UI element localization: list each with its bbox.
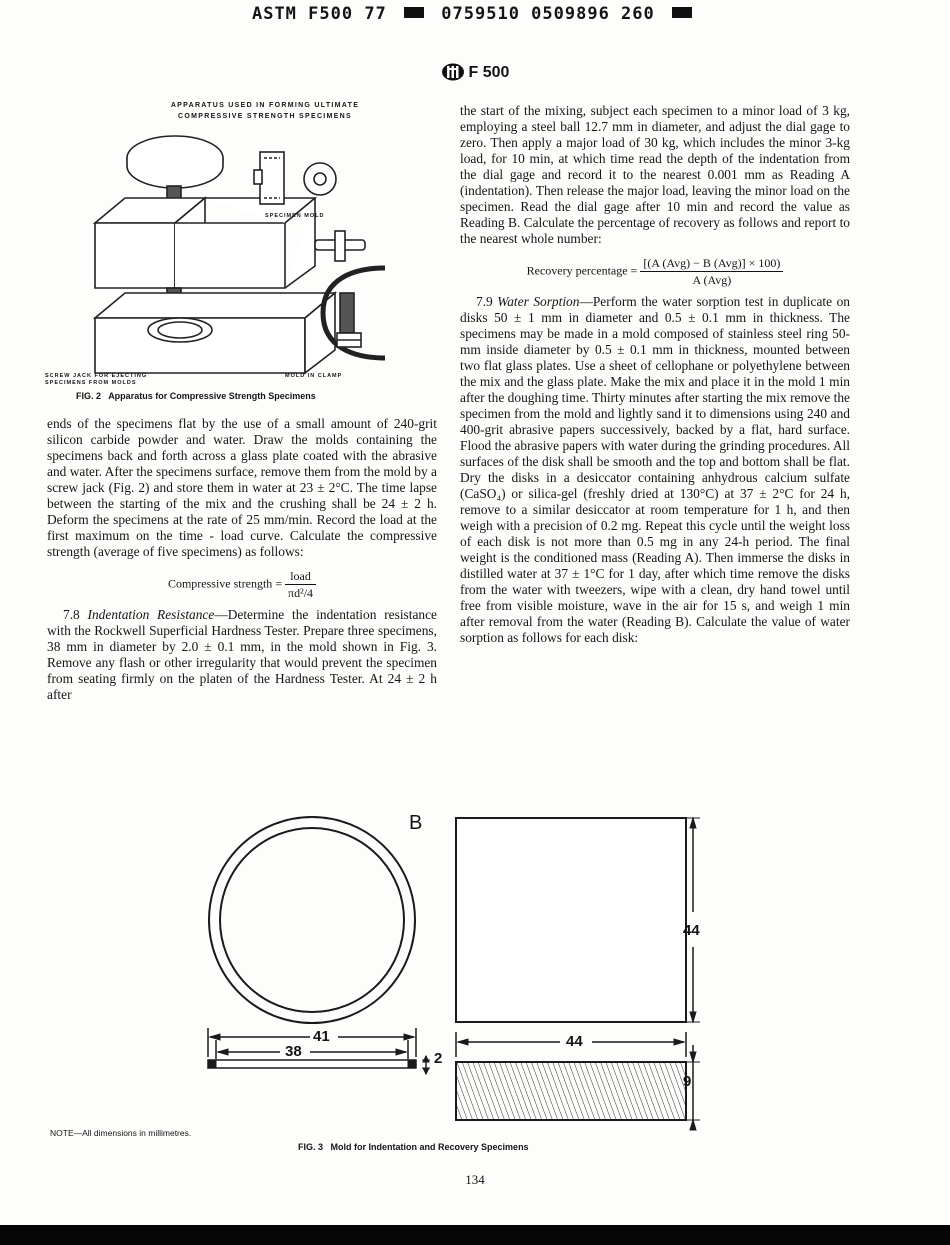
jack-disc-icon (127, 136, 223, 188)
right-paragraph-2 (460, 294, 850, 646)
section-7-8-title: Indentation Resistance (87, 607, 215, 622)
dimension-41: 41 (313, 1028, 330, 1045)
scan-bottom-edge (0, 1225, 950, 1245)
eq-recovery-label: Recovery percentage = (526, 263, 638, 278)
designation-text: F 500 (468, 64, 510, 81)
eq-compressive-denominator: πd²/4 (288, 586, 314, 600)
label-mold-clamp: MOLD IN CLAMP (285, 373, 343, 379)
right-paragraph-1: the start of the mixing, subject each specimen to a minor load of 3 kg, employing a steel ball 12.7 mm in diameter, and adjust the dial gage to zero. Then apply a major load of 30 kg, which includes the minor 3-kg load, for 10 min, at which time read the depth of the indentation from the dial gage and record it to the nearest 0.001 mm as Reading A (indentation). Then release the major load, leaving the minor load on the specimen. Read the dial gage after 10 min and record the value as Reading B. Calculate the percentage of recovery as follows and report to the nearest whole number: (460, 103, 850, 246)
section-7-9-title: Water Sorption (497, 294, 580, 309)
label-screw-jack-line2: SPECIMENS FROM MOLDS (45, 380, 137, 386)
eq-compressive-fraction (285, 568, 316, 601)
header-left: ASTM F500 77 (251, 4, 387, 24)
section-7-8-text: —Determine the indentation resistance with the Rockwell Superficial Hardness Tester. Prepare three specimens, 38 mm in diameter by 2.0 ± 0.1 mm, in the mold shown in Fig. 3. Remove any flash or other irregularity that would prevent the specimen from seating firmly on the platen of the Hardness Tester. At 24 ± 2 h after (47, 607, 437, 702)
eq-recovery-fraction (640, 255, 783, 288)
standard-designation (0, 63, 950, 82)
header-block-mark (672, 7, 692, 18)
fig3-caption-number: FIG. 3 (298, 1142, 324, 1152)
eq-recovery-denominator: A (Avg) (692, 273, 732, 287)
ring-inner-icon (220, 828, 404, 1012)
fig2-title-line1: APPARATUS USED IN FORMING ULTIMATE (170, 102, 360, 109)
header-code: 0759510 0509896 260 (441, 4, 655, 24)
fig3-note: NOTE—All dimensions in millimetres. (50, 1128, 192, 1138)
ring-outer-icon (209, 817, 415, 1023)
astm-logo-icon (441, 63, 465, 81)
page-number: 134 (465, 1172, 485, 1187)
label-screw-jack (45, 373, 147, 387)
section-7-9-text: —Perform the water sorption test in duplicate on disks 50 ± 1 mm in diameter and 0.5 ± 0.1 mm in thickness. The specimens may be made in a mold composed of stainless steel ring 50-mm inside diameter by 0.5 ± 0.1 mm in thickness, mounted between two flat glass plates. Use a sheet of cellophane or polyethylene between the mix and the glass plate. Make the mix and place it in the mold 1 min after the doughing time. Thirty minutes after starting the mix remove the specimen from the mold and lightly sand it to dimensions using 240 and 400-grit abrasive papers successively, backed by a flat, hard surface. Flood the abrasive papers with water during the grinding procedures. All surfaces of the disk shall be smooth and the top and bottom shall be flat. Dry the disks in a desiccator containing anhydrous calcium sulfate (CaSO₄) or silica-gel (freshly dried at 130°C) at 37 ± 2°C for 24 h, remove to a similar desiccator at room temperature for 1 h, and then weigh with a precision of 0.2 mg. Repeat this cycle until the weight loss of each disk is not more than 0.5 mg in any 24-h period. The final weight is the conditioned mass (Reading A). Then immerse the disks in distilled water at 37 ± 1°C for 1 day, after which time remove the disks from the water with tweezers, wipe with a clean, dry hand towel until free from visible moisture, wave in the air for 15 s, and weigh 1 min after removal from the water (Reading B). Calculate the value of water sorption as follows for each disk: (460, 294, 850, 645)
eq-compressive-numerator: load (285, 568, 316, 585)
label-screw-jack-line1: SCREW JACK FOR EJECTING (45, 373, 148, 379)
fig3-label-b: B (409, 812, 423, 834)
fig2-caption-text: Apparatus for Compressive Strength Specimens (108, 391, 316, 401)
dimension-38: 38 (285, 1043, 302, 1060)
fig2-apparatus-drawing (85, 128, 425, 398)
label-specimen-mold: SPECIMEN MOLD (265, 213, 325, 219)
right-text-column (460, 103, 850, 646)
fig3-caption (298, 1142, 529, 1152)
fig3-mold-drawing (190, 812, 720, 1132)
compressive-strength-equation (47, 568, 437, 601)
dimension-44-horizontal: 44 (566, 1033, 583, 1050)
section-7-9-number: 7.9 (476, 294, 498, 309)
fig2-caption (76, 391, 316, 401)
left-paragraph-2 (47, 607, 437, 703)
section-7-8-number: 7.8 (63, 607, 88, 622)
dimension-44-vertical: 44 (683, 922, 700, 939)
left-text-column (47, 416, 437, 703)
eq-recovery-numerator: [(A (Avg) − B (Avg)] × 100) (640, 255, 783, 272)
fig2-caption-number: FIG. 2 (76, 391, 102, 401)
running-header (0, 4, 950, 24)
header-block-mark (404, 7, 424, 18)
fig2-title (90, 100, 440, 122)
recovery-percentage-equation (460, 255, 850, 288)
plate-top-view-icon (456, 818, 686, 1022)
dimension-9: 9 (683, 1073, 692, 1090)
specimen-mold-icon (254, 152, 336, 204)
dimension-2: 2 (434, 1050, 443, 1067)
fig2-title-line2: COMPRESSIVE STRENGTH SPECIMENS (178, 113, 352, 120)
plate-section-icon (456, 1062, 686, 1120)
left-paragraph-1: ends of the specimens flat by the use of a small amount of 240-grit silicon carbide powder and water. Draw the molds containing the specimens back and forth across a glass plate coated with the abrasive and water. After the specimens surface, remove them from the mold by a screw jack (Fig. 2) and store them in water at 23 ± 2°C. The time lapse between the starting of the mix and the crushing shall be 24 ± 2 h. Deform the specimens at the rate of 25 mm/min. Record the load at the first maximum on the time - load curve. Calculate the compressive strength (average of five specimens) as follows: (47, 416, 437, 559)
eq-compressive-label: Compressive strength = (167, 576, 283, 591)
fig3-caption-text: Mold for Indentation and Recovery Specimens (330, 1142, 529, 1152)
